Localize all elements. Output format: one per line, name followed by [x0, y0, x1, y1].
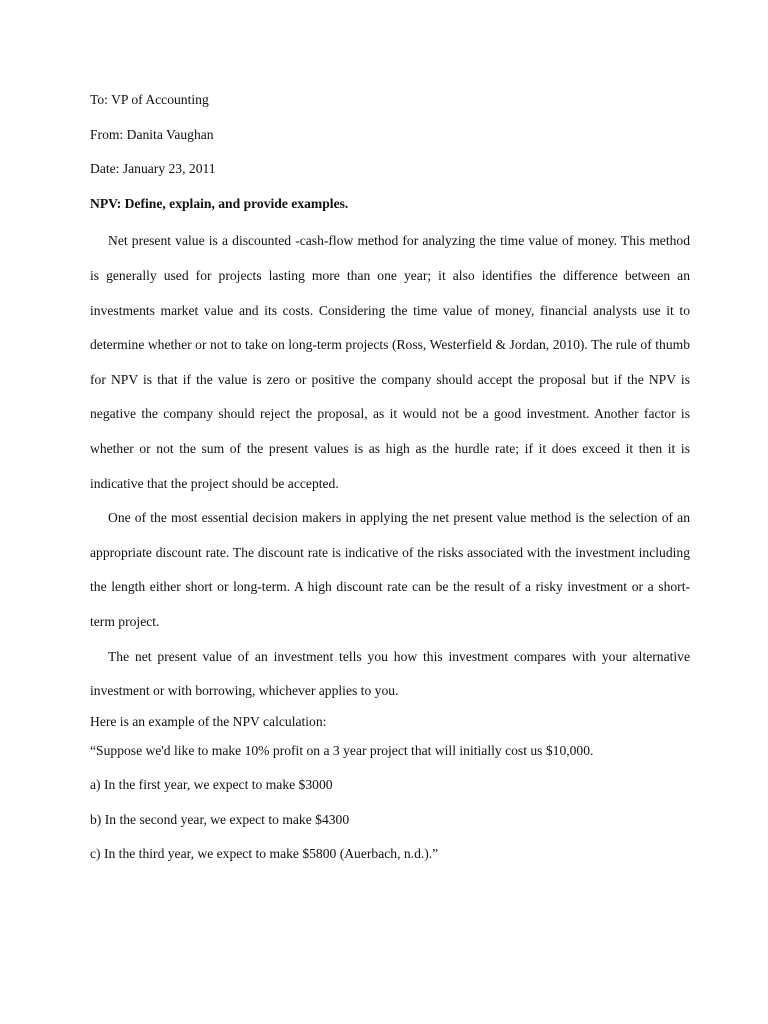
memo-content: [90, 86, 690, 872]
example-intro: Here is an example of the NPV calculation:: [90, 713, 327, 729]
body-paragraph-3: The net present value of an investment tells you how this investment compares with your alternative investment or with borrowing, whichever applies to you.: [90, 648, 690, 699]
body-paragraph-1: Net present value is a discounted -cash-flow method for analyzing the time value of money. This method is generally used for projects lasting more than one year; it also identifies the difference between an investments market value and its costs. Considering the time value of money, financial analysts use it to determine whether or not to take on long-term projects (Ross, Westerfield & Jordan, 2010). The rule of thumb for NPV is that if the value is zero or positive the company should accept the proposal but if the NPV is negative the company should reject the proposal, as it would not be a good investment. Another factor is whether or not the sum of the present values is as high as the hurdle rate; if it does exceed it then it is indicative that the project should be accepted.: [90, 233, 690, 491]
example-item-b: b) In the second year, we expect to make $4300: [90, 811, 350, 827]
example-quote-line: “Suppose we'd like to make 10% profit on a 3 year project that will initially cost us $10,000.: [90, 742, 594, 758]
memo-subject: NPV: Define, explain, and provide examples.: [90, 195, 349, 211]
memo-to: To: VP of Accounting: [90, 92, 209, 107]
body-paragraph-2: One of the most essential decision makers in applying the net present value method is the selection of an appropriate discount rate. The discount rate is indicative of the risks associated with the investment including the length either short or long-term. A high discount rate can be the result of a risky investment or a short-term project.: [90, 510, 690, 629]
example-item-c: c) In the third year, we expect to make $5800 (Auerbach, n.d.).”: [90, 846, 439, 862]
memo-from: From: Danita Vaughan: [90, 126, 214, 142]
memo-date: Date: January 23, 2011: [90, 161, 216, 177]
example-item-a: a) In the first year, we expect to make $3000: [90, 777, 333, 793]
